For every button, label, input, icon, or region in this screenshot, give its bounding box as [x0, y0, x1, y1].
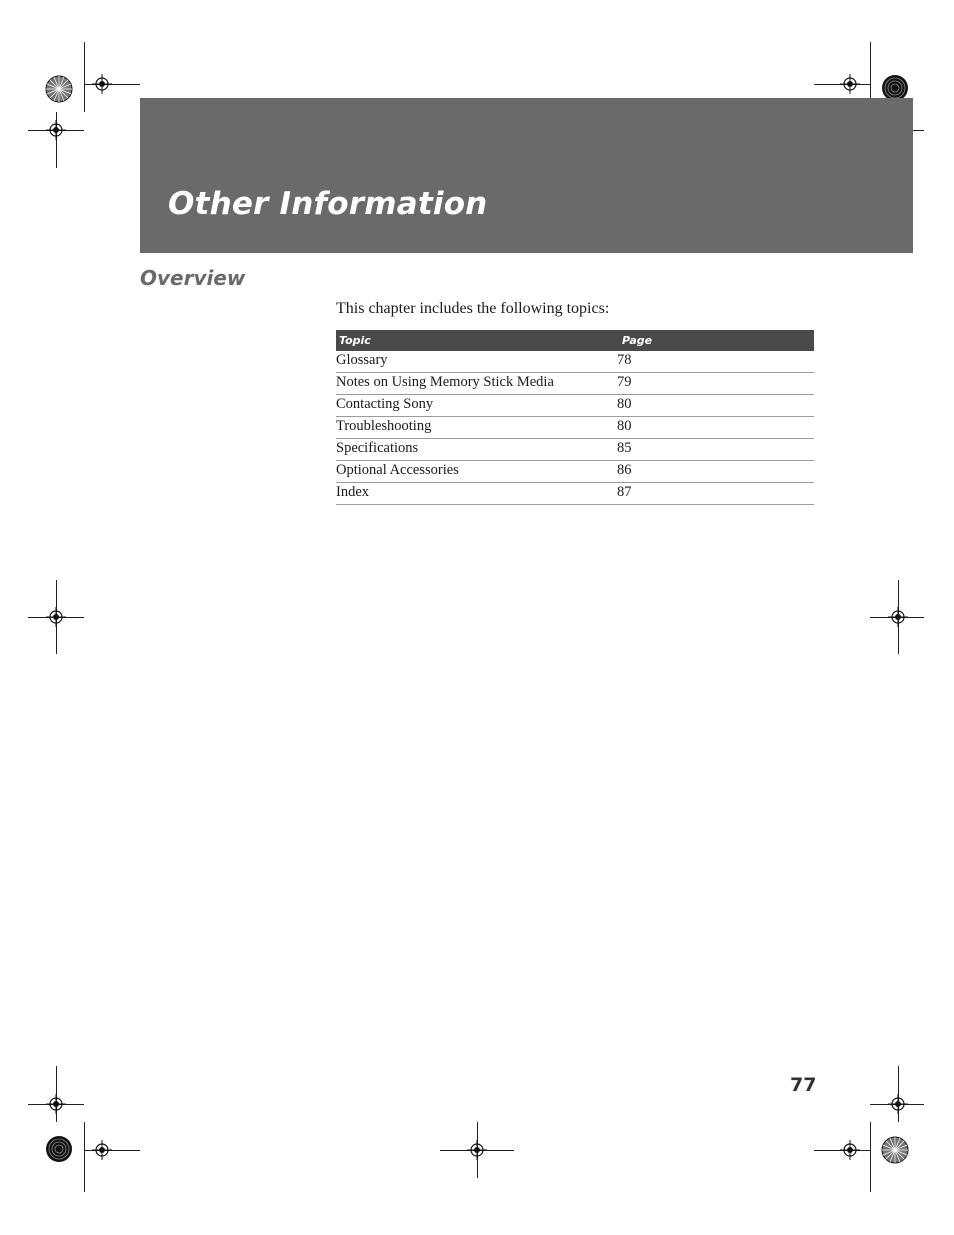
table-row — [336, 461, 814, 483]
topic-cell: Notes on Using Memory Stick Media — [336, 373, 617, 395]
concentric-target-icon — [45, 1135, 73, 1163]
starburst-target-icon — [880, 1135, 910, 1165]
topic-cell: Index — [336, 483, 617, 505]
table-row — [336, 439, 814, 461]
topic-cell: Optional Accessories — [336, 461, 617, 483]
crop-line — [870, 1122, 871, 1192]
topic-column-header: Topic — [336, 330, 617, 351]
page-cell: 87 — [617, 483, 814, 505]
crosshair-target-icon — [92, 74, 112, 94]
table-row — [336, 373, 814, 395]
topic-cell: Troubleshooting — [336, 417, 617, 439]
crosshair-target-icon — [888, 1094, 908, 1114]
topic-cell: Glossary — [336, 351, 617, 373]
page-number: 77 — [790, 1074, 817, 1096]
starburst-target-icon — [44, 74, 74, 104]
crop-line — [84, 42, 85, 112]
page-column-header: Page — [617, 330, 814, 351]
crosshair-target-icon — [46, 1094, 66, 1114]
table-row — [336, 417, 814, 439]
chapter-title: Other Information — [168, 186, 488, 222]
crosshair-target-icon — [46, 120, 66, 140]
page-cell: 85 — [617, 439, 814, 461]
table-row — [336, 395, 814, 417]
table-row — [336, 351, 814, 373]
topic-cell: Specifications — [336, 439, 617, 461]
table-row — [336, 483, 814, 505]
section-title: Overview — [140, 266, 246, 290]
crosshair-target-icon — [840, 1140, 860, 1160]
crosshair-target-icon — [888, 607, 908, 627]
intro-text: This chapter includes the following topics: — [336, 300, 610, 317]
page-cell: 80 — [617, 417, 814, 439]
page-cell: 79 — [617, 373, 814, 395]
crosshair-target-icon — [46, 607, 66, 627]
table-header-row — [336, 330, 814, 351]
page-cell: 80 — [617, 395, 814, 417]
page-cell: 86 — [617, 461, 814, 483]
crosshair-target-icon — [840, 74, 860, 94]
crosshair-target-icon — [92, 1140, 112, 1160]
crop-line — [84, 1122, 85, 1192]
topic-cell: Contacting Sony — [336, 395, 617, 417]
chapter-banner — [140, 98, 913, 253]
crosshair-target-icon — [467, 1140, 487, 1160]
topics-table — [336, 330, 814, 505]
page-cell: 78 — [617, 351, 814, 373]
